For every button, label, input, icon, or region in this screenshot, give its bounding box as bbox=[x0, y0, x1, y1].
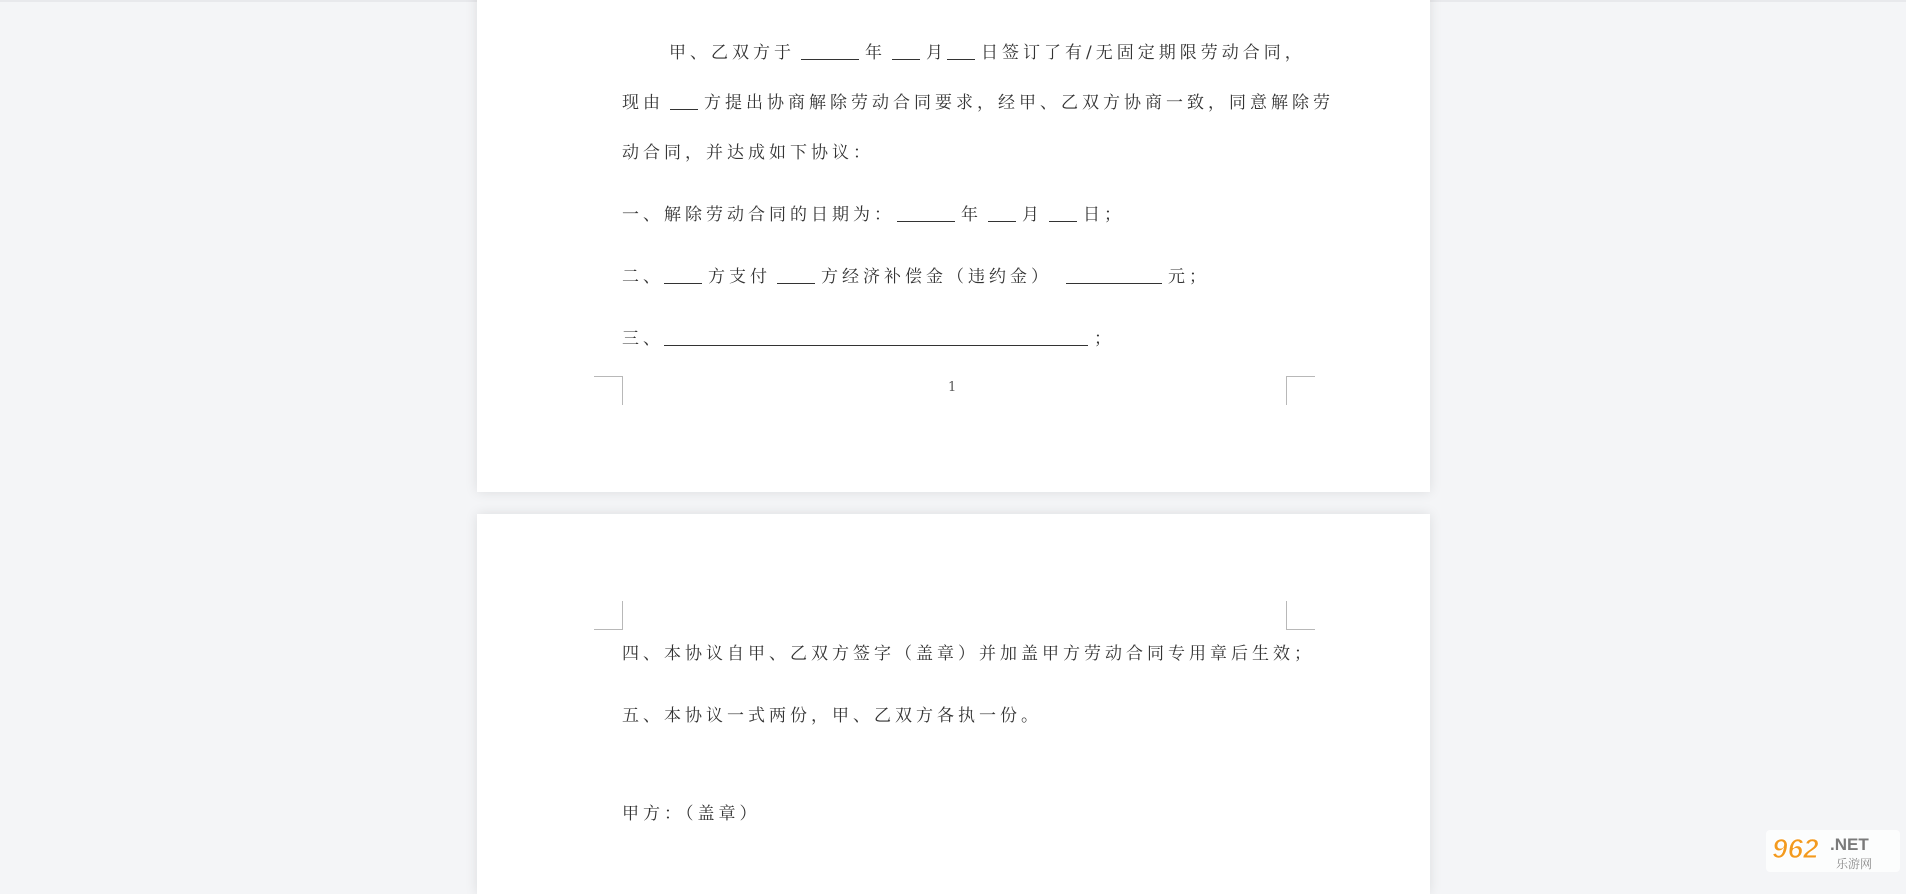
text-run: 动合同，并达成如下协议： bbox=[622, 143, 874, 163]
text-run: 年 bbox=[865, 43, 886, 63]
blank-amount bbox=[1066, 267, 1162, 284]
text-run: 年 bbox=[961, 205, 982, 225]
footer-crop-mark-left bbox=[594, 376, 623, 405]
text-run: 方支付 bbox=[708, 267, 771, 287]
document-page-1 bbox=[477, 0, 1430, 492]
text-run: 三、 bbox=[622, 329, 664, 349]
agreement-item-5 bbox=[622, 705, 1042, 727]
blank-day bbox=[1049, 205, 1077, 222]
document-page-2 bbox=[477, 514, 1430, 894]
blank-month bbox=[988, 205, 1016, 222]
text-run: 四、本协议自甲、乙双方签字（盖章）并加盖甲方劳动合同专用章后生效； bbox=[622, 644, 1315, 664]
blank-month bbox=[892, 43, 920, 60]
site-watermark-logo bbox=[1766, 828, 1900, 874]
text-run: 现由 bbox=[622, 93, 664, 113]
paragraph-intro-line-2 bbox=[622, 92, 1334, 114]
watermark-brand: 962 bbox=[1772, 833, 1819, 864]
footer-crop-mark-right bbox=[1286, 376, 1315, 405]
header-crop-mark-left bbox=[594, 601, 623, 630]
text-run: 日签订了有/无固定期限劳动合同， bbox=[981, 43, 1306, 63]
text-run: 一、解除劳动合同的日期为： bbox=[622, 205, 895, 225]
text-run: 甲、乙双方于 bbox=[669, 43, 795, 63]
agreement-item-4 bbox=[622, 643, 1315, 665]
blank-year bbox=[897, 205, 955, 222]
watermark-icon bbox=[1766, 828, 1900, 874]
paragraph-intro-line-1 bbox=[669, 42, 1306, 64]
text-run: 甲方：（盖章） bbox=[622, 804, 761, 824]
text-run: 元； bbox=[1168, 267, 1210, 287]
page-number: 1 bbox=[948, 380, 957, 395]
text-run: 月 bbox=[1022, 205, 1043, 225]
blank-party bbox=[670, 93, 698, 110]
text-run: 二、 bbox=[622, 267, 664, 287]
text-run: 五、本协议一式两份，甲、乙双方各执一份。 bbox=[622, 706, 1042, 726]
header-crop-mark-right bbox=[1286, 601, 1315, 630]
agreement-item-2 bbox=[622, 266, 1210, 288]
text-run: 日； bbox=[1083, 205, 1125, 225]
blank-other-terms bbox=[664, 329, 1088, 346]
agreement-item-1 bbox=[622, 204, 1125, 226]
blank-payee bbox=[777, 267, 815, 284]
agreement-item-3 bbox=[622, 328, 1115, 350]
text-run: 方经济补偿金（违约金） bbox=[821, 267, 1052, 287]
text-run: ； bbox=[1094, 329, 1115, 349]
paragraph-intro-line-3 bbox=[622, 142, 874, 164]
watermark-suffix: .NET bbox=[1830, 835, 1869, 854]
text-run: 月 bbox=[926, 43, 947, 63]
party-a-signature-label bbox=[622, 803, 761, 825]
text-run: 方提出协商解除劳动合同要求，经甲、乙双方协商一致，同意解除劳 bbox=[704, 93, 1334, 113]
blank-year bbox=[801, 43, 859, 60]
watermark-sub: 乐游网 bbox=[1836, 857, 1873, 871]
blank-day bbox=[947, 43, 975, 60]
blank-payer bbox=[664, 267, 702, 284]
